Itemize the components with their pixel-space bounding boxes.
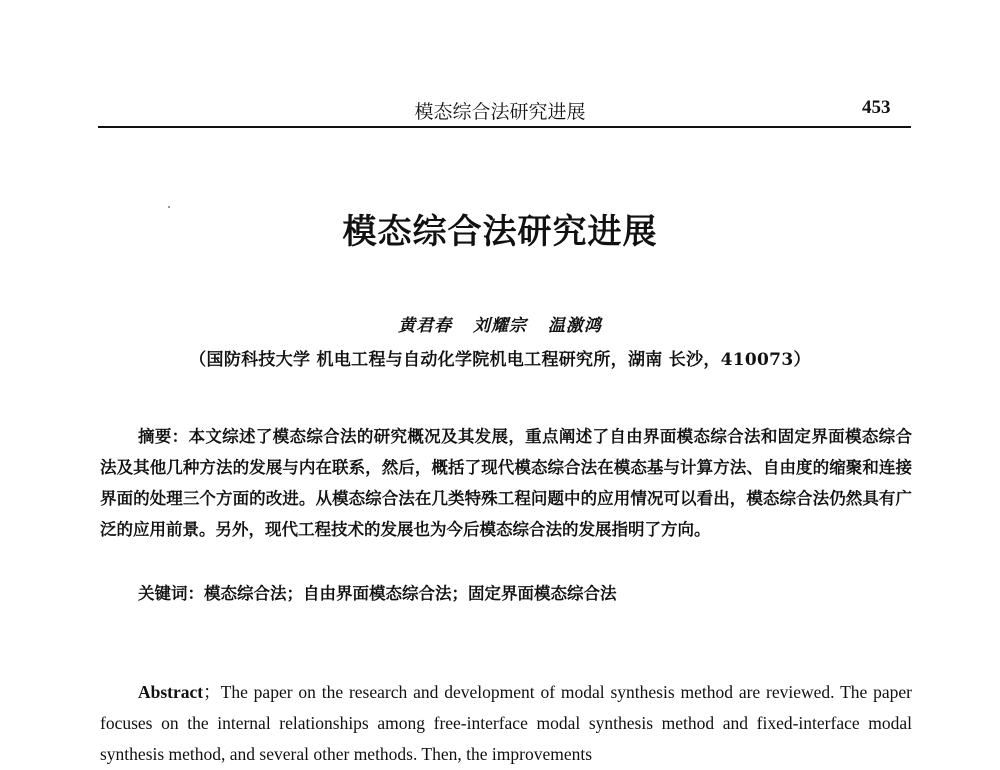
abstract-en bbox=[100, 677, 912, 770]
authors: 黄君春 刘耀宗 温激鸿 bbox=[398, 316, 602, 336]
page-number: 453 bbox=[862, 97, 891, 118]
keywords-cn bbox=[138, 578, 912, 609]
keywords-cn-label: 关键词： bbox=[138, 584, 204, 603]
abstract-cn bbox=[100, 421, 912, 545]
article-title: 模态综合法研究进展 bbox=[342, 212, 658, 252]
header-rule bbox=[98, 126, 911, 128]
abstract-cn-label: 摘要： bbox=[138, 427, 189, 446]
abstract-en-label: Abstract bbox=[138, 682, 204, 702]
keywords-cn-text: 模态综合法；自由界面模态综合法；固定界面模态综合法 bbox=[204, 584, 617, 603]
running-title: 模态综合法研究进展 bbox=[414, 101, 586, 123]
abstract-en-text: ；The paper on the research and development of modal synthesis method are reviewed. The paper focuses on the internal relationships among free-interface modal synthesis method and fixed-interface modal synthesis method, and several other methods. Then, the improvements bbox=[100, 682, 912, 764]
abstract-cn-text: 本文综述了模态综合法的研究概况及其发展，重点阐述了自由界面模态综合法和固定界面模态综合法及其他几种方法的发展与内在联系，然后，概括了现代模态综合法在模态基与计算方法、自由度的缩聚和连接界面的处理三个方面的改进。从模态综合法在几类特殊工程问题中的应用情况可以看出，模态综合法仍然具有广泛的应用前景。另外，现代工程技术的发展也为今后模态综合法的发展指明了方向。 bbox=[100, 427, 912, 539]
affiliation: （国防科技大学 机电工程与自动化学院机电工程研究所，湖南 长沙，410073） bbox=[189, 350, 811, 370]
